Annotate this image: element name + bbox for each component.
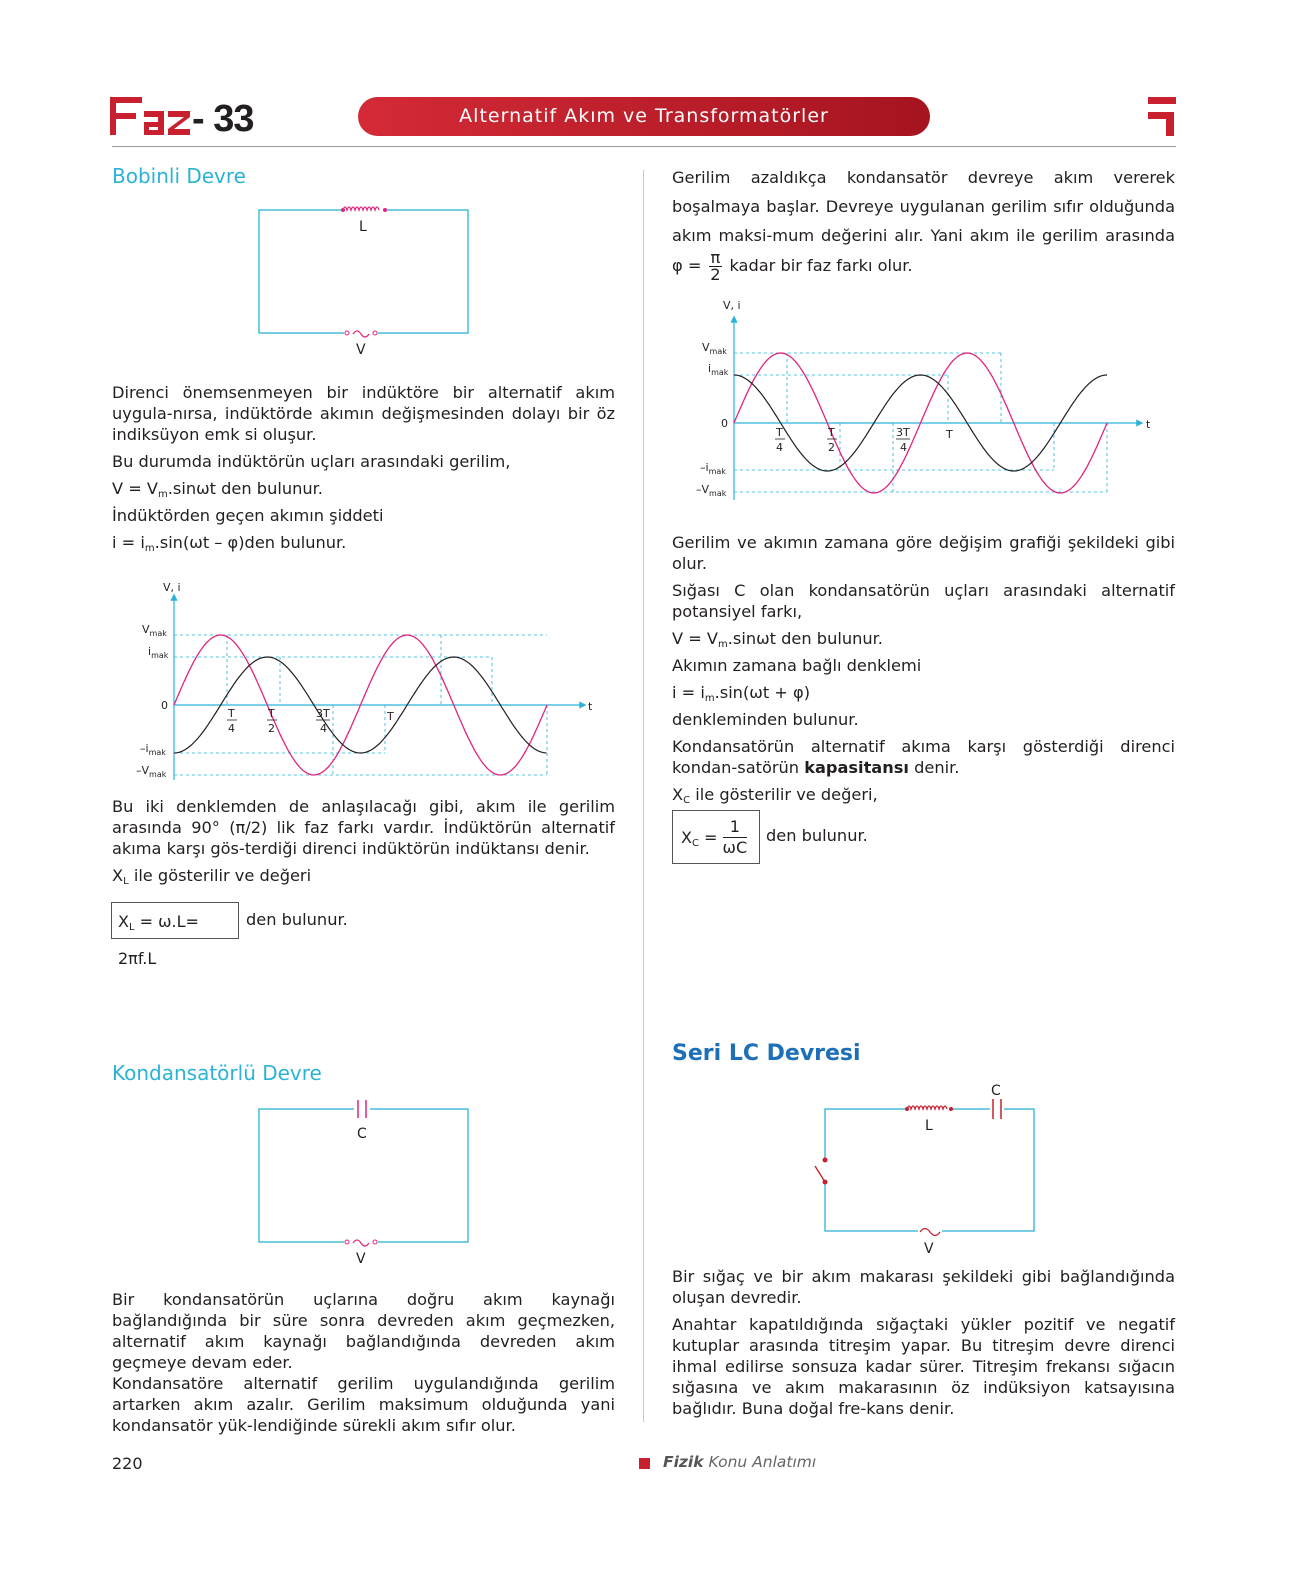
xl-intro: $X_L$ ile gösterilir ve değeri	[112, 866, 312, 887]
tick-t4-num: T	[776, 426, 783, 439]
faz-logo	[110, 97, 190, 137]
tick-3t4-den: 4	[320, 722, 327, 735]
pi-over-two: $\frac{\pi}{2}$	[710, 248, 721, 284]
zero-label: 0	[161, 699, 168, 712]
header-rule	[112, 146, 1176, 147]
paragraph: İndüktörden geçen akımın şiddeti	[112, 506, 384, 525]
paragraph: Bu durumda indüktörün uçları arasındaki gerilim,	[112, 452, 511, 471]
paragraph: denkleminden bulunur.	[672, 710, 859, 729]
neg-imak-label: $-i_{mak}$	[700, 461, 726, 476]
neg-vmak-label: $-V_{mak}$	[136, 764, 167, 779]
paragraph: Gerilim ve akımın zamana göre değişim grafiği şekildeki gibi olur.	[672, 533, 1175, 573]
equation-current: $i = i_m.\sin(\omega t - \varphi)den$ bulunur.	[112, 533, 347, 554]
left-text-block-1	[112, 382, 615, 558]
column-divider	[643, 170, 644, 1422]
neg-vmak-label: $-V_{mak}$	[696, 483, 727, 498]
paragraph: Sığası C olan kondansatörün uçları arasındaki alternatif potansiyel farkı,	[672, 581, 1175, 621]
formula-suffix: den bulunur.	[766, 826, 868, 845]
inductor-circuit-diagram	[250, 200, 480, 360]
inductor-voltage-current-graph	[130, 575, 610, 790]
capacitor-label: C	[991, 1083, 1001, 1099]
footer-label: Fizik Konu Anlatımı	[663, 1453, 817, 1471]
footer-square-icon	[639, 1458, 650, 1469]
neg-imak-label: $-i_{mak}$	[140, 742, 166, 757]
paragraph: Direnci önemsenmeyen bir indüktöre bir alternatif akım uygula-nırsa, indüktörde akımın değişmesinden dolayı bir öz indiksüyon emk si oluşur.	[112, 383, 615, 444]
equation-current: $i = i_m.\sin(\omega t + \varphi)$	[672, 683, 811, 704]
y-axis-label: V, i	[163, 581, 181, 594]
lc-circuit-diagram	[810, 1078, 1050, 1258]
y-axis-label: V, i	[723, 299, 741, 312]
capacitor-circuit-diagram	[250, 1098, 480, 1268]
paragraph: Kondansatörün alternatif akıma karşı gösterdiği direnci kondan-satörün kapasitansı denir.	[672, 737, 1175, 777]
formula-suffix: den bulunur.	[246, 910, 348, 929]
capacitive-reactance-formula: $X_C$ = $\frac{1}{\omega C}$	[672, 810, 760, 864]
chapter-title: Alternatif Akım ve Transformatörler	[459, 105, 829, 127]
tick-t4-den: 4	[228, 722, 235, 735]
lc-heading: Seri LC Devresi	[672, 1041, 861, 1066]
x-axis-label: t	[1146, 418, 1151, 431]
source-label: V	[356, 1251, 366, 1267]
tick-t4-den: 4	[776, 441, 783, 454]
paragraph: Akımın zamana bağlı denklemi	[672, 656, 922, 675]
page-number: 220	[112, 1454, 143, 1473]
tick-t4-num: T	[228, 707, 235, 720]
x-axis-label: t	[588, 700, 593, 713]
tick-3t4-num: 3T	[896, 426, 910, 439]
source-label: V	[924, 1241, 934, 1257]
source-label: V	[356, 342, 366, 358]
capacitor-label: C	[357, 1126, 367, 1142]
paragraph: Anahtar kapatıldığında sığaçtaki yükler pozitif ve negatif kutuplar arasında titreşim yapar. Bu titreşim devre direnci ihmal edilirse sonsuza kadar sürer. Titreşim frekansı sığacın sığasına ve akım makarasının öz indüksiyon katsayısına bağlıdır. Buna doğal fre-kans denir.	[672, 1315, 1175, 1418]
inductor-label: L	[925, 1118, 933, 1134]
xc-intro: $X_C$ ile gösterilir ve değeri,	[672, 785, 878, 806]
chapter-number: - 33	[192, 98, 254, 140]
inductor-label: L	[359, 219, 367, 235]
tick-t2-num: T	[268, 707, 275, 720]
inductive-reactance-formula: $X_L = \omega.L= 2\pi f.L$	[111, 902, 239, 939]
paragraph: Kondansatöre alternatif gerilim uygulandığında gerilim artarken akım azalır. Gerilim maksimum olduğunda yani kondansatör yük-lendiğinde sürekli akım sıfır olur.	[112, 1374, 615, 1435]
tick-t2-den: 2	[268, 722, 275, 735]
left-text-block-2	[112, 796, 615, 891]
imak-label: $i_{mak}$	[148, 645, 169, 660]
imak-label: $i_{mak}$	[708, 362, 729, 377]
tick-3t4-num: 3T	[316, 707, 330, 720]
right-text-block-1: Gerilim azaldıkça kondansatör devreye akım vererek boşalmaya başlar. Devreye uygulanan gerilim sıfır olduğunda akım maksi-mum değerini alır. Yani akım ile gerilim arasında φ = $\frac{\pi}{2}$ kadar bir faz farkı olur.	[672, 168, 1175, 284]
right-text-block-2	[672, 532, 1175, 810]
vmak-label: $V_{mak}$	[702, 341, 727, 356]
tick-3t4-den: 4	[900, 441, 907, 454]
zero-label: 0	[721, 417, 728, 430]
bobinli-heading: Bobinli Devre	[112, 164, 246, 188]
corner-logo-icon	[1148, 97, 1176, 137]
capacitor-voltage-current-graph	[690, 295, 1170, 510]
tick-t2-den: 2	[828, 441, 835, 454]
tick-t: T	[946, 428, 953, 441]
equation-voltage: $V = V_m.\sin\omega t$ den bulunur.	[112, 479, 323, 500]
right-text-block-3	[672, 1266, 1175, 1424]
paragraph: Bir kondansatörün uçlarına doğru akım kaynağı bağlandığında bir süre sonra devreden akım geçmezken, alternatif akım kaynağı bağlandığında devreden akım geçmeye devam eder.	[112, 1290, 615, 1372]
tick-t: T	[387, 710, 394, 723]
kondansator-heading: Kondansatörlü Devre	[112, 1061, 322, 1085]
left-text-block-3	[112, 1289, 615, 1436]
tick-t2-num: T	[828, 426, 835, 439]
equation-voltage: $V = V_m.\sin\omega t$ den bulunur.	[672, 629, 883, 650]
vmak-label: $V_{mak}$	[142, 623, 167, 638]
paragraph: Bir sığaç ve bir akım makarası şekildeki gibi bağlandığında oluşan devredir.	[672, 1267, 1175, 1307]
paragraph: Bu iki denklemden de anlaşılacağı gibi, akım ile gerilim arasında 90° (π/2) lik faz farkı vardır. İndüktörün alternatif akıma karşı gös-terdiği direnci indüktörün indüktansı denir.	[112, 797, 615, 858]
